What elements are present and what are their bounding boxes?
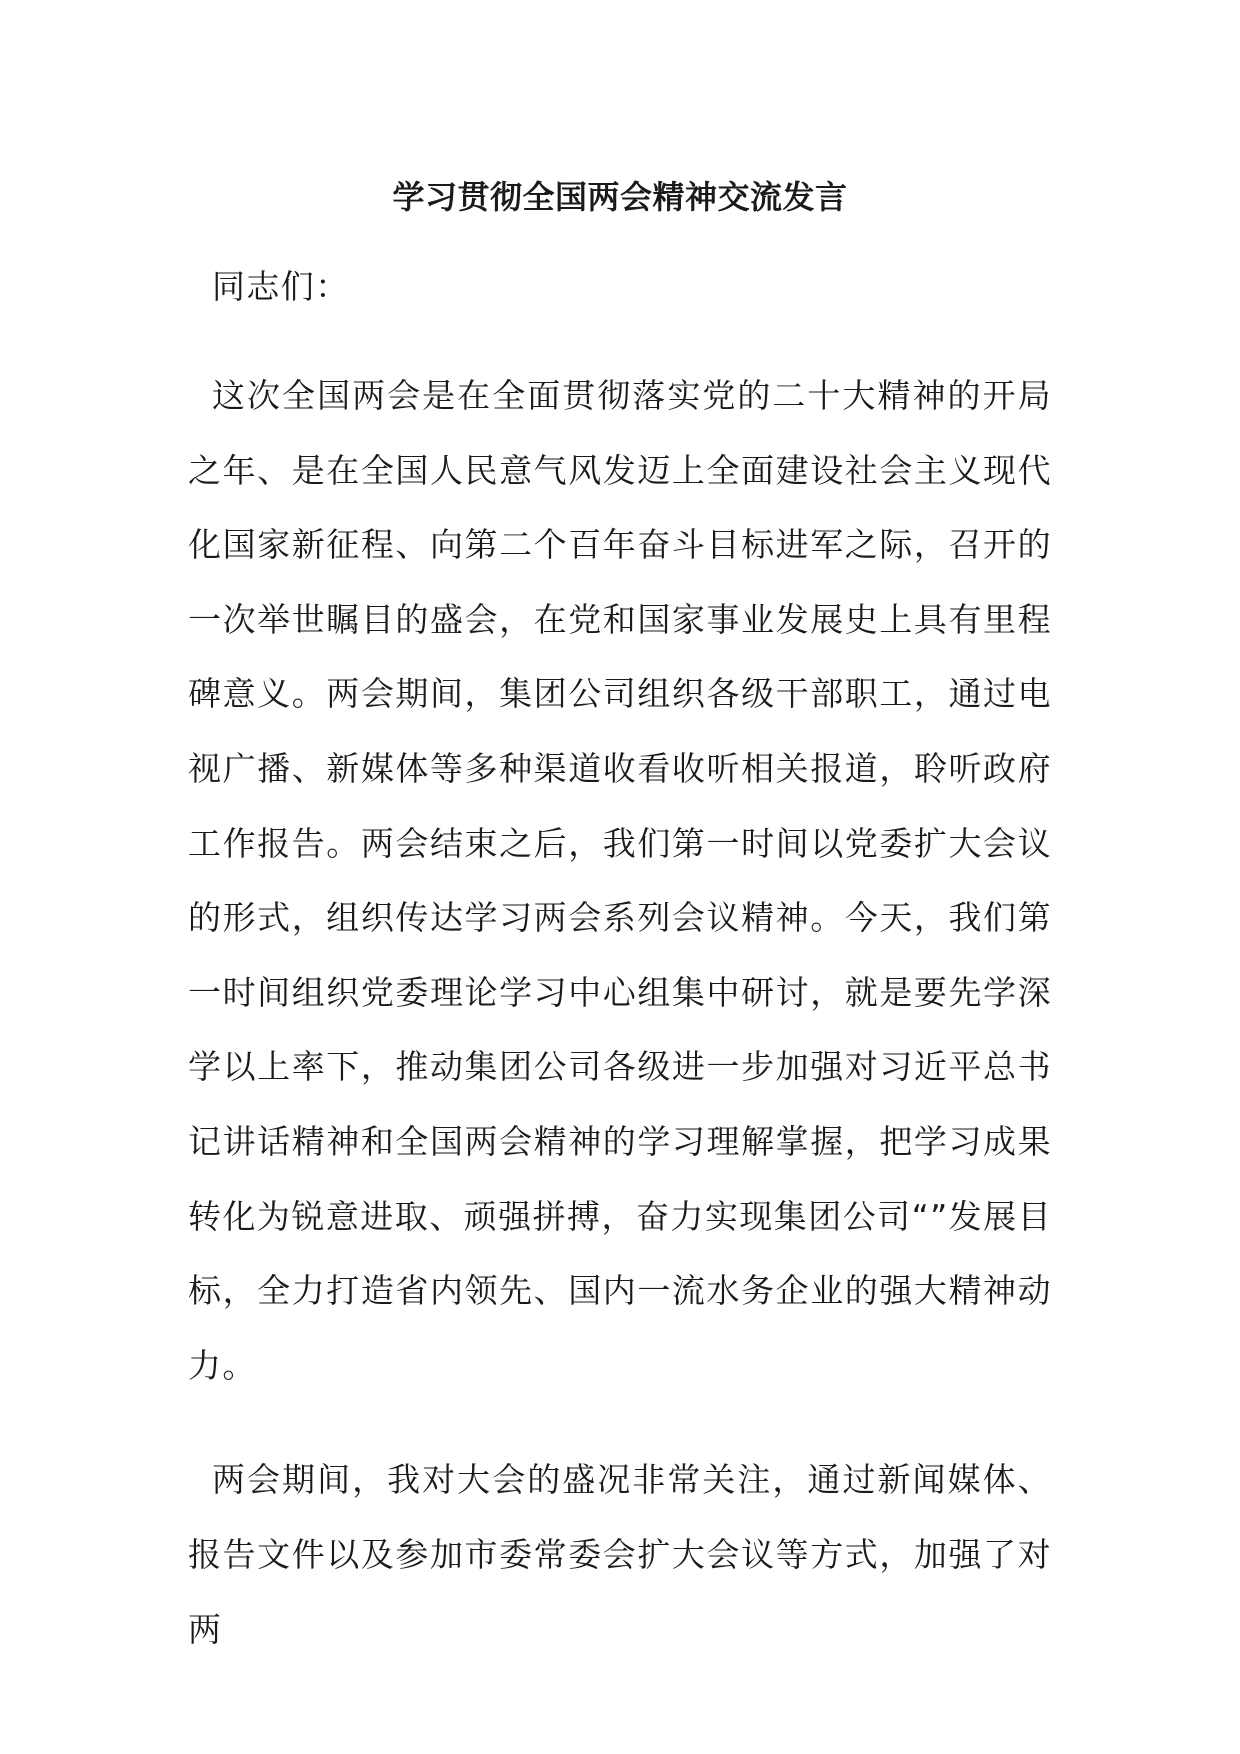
- salutation: 同志们：: [212, 267, 350, 306]
- document-page: [188, 170, 1052, 1707]
- document-title: 学习贯彻全国两会精神交流发言: [392, 178, 848, 216]
- body-paragraph-2: 两会期间，我对大会的盛况非常关注，通过新闻媒体、报告文件以及参加市委常委会扩大会议等方式，加强了对两: [188, 1460, 1052, 1649]
- body-paragraph-1: 这次全国两会是在全面贯彻落实党的二十大精神的开局之年、是在全国人民意气风发迈上全面建设社会主义现代化国家新征程、向第二个百年奋斗目标进军之际，召开的一次举世瞩目的盛会，在党和国家事业发展史上具有里程碑意义。两会期间，集团公司组织各级干部职工，通过电视广播、新媒体等多种渠道收看收听相关报道，聆听政府工作报告。两会结束之后，我们第一时间以党委扩大会议的形式，组织传达学习两会系列会议精神。今天，我们第一时间组织党委理论学习中心组集中研讨，就是要先学深学以上率下，推动集团公司各级进一步加强对习近平总书记讲话精神和全国两会精神的学习理解掌握，把学习成果转化为锐意进取、顽强拼搏，奋力实现集团公司“”发展目标，全力打造省内领先、国内一流水务企业的强大精神动力。: [188, 376, 1052, 1385]
